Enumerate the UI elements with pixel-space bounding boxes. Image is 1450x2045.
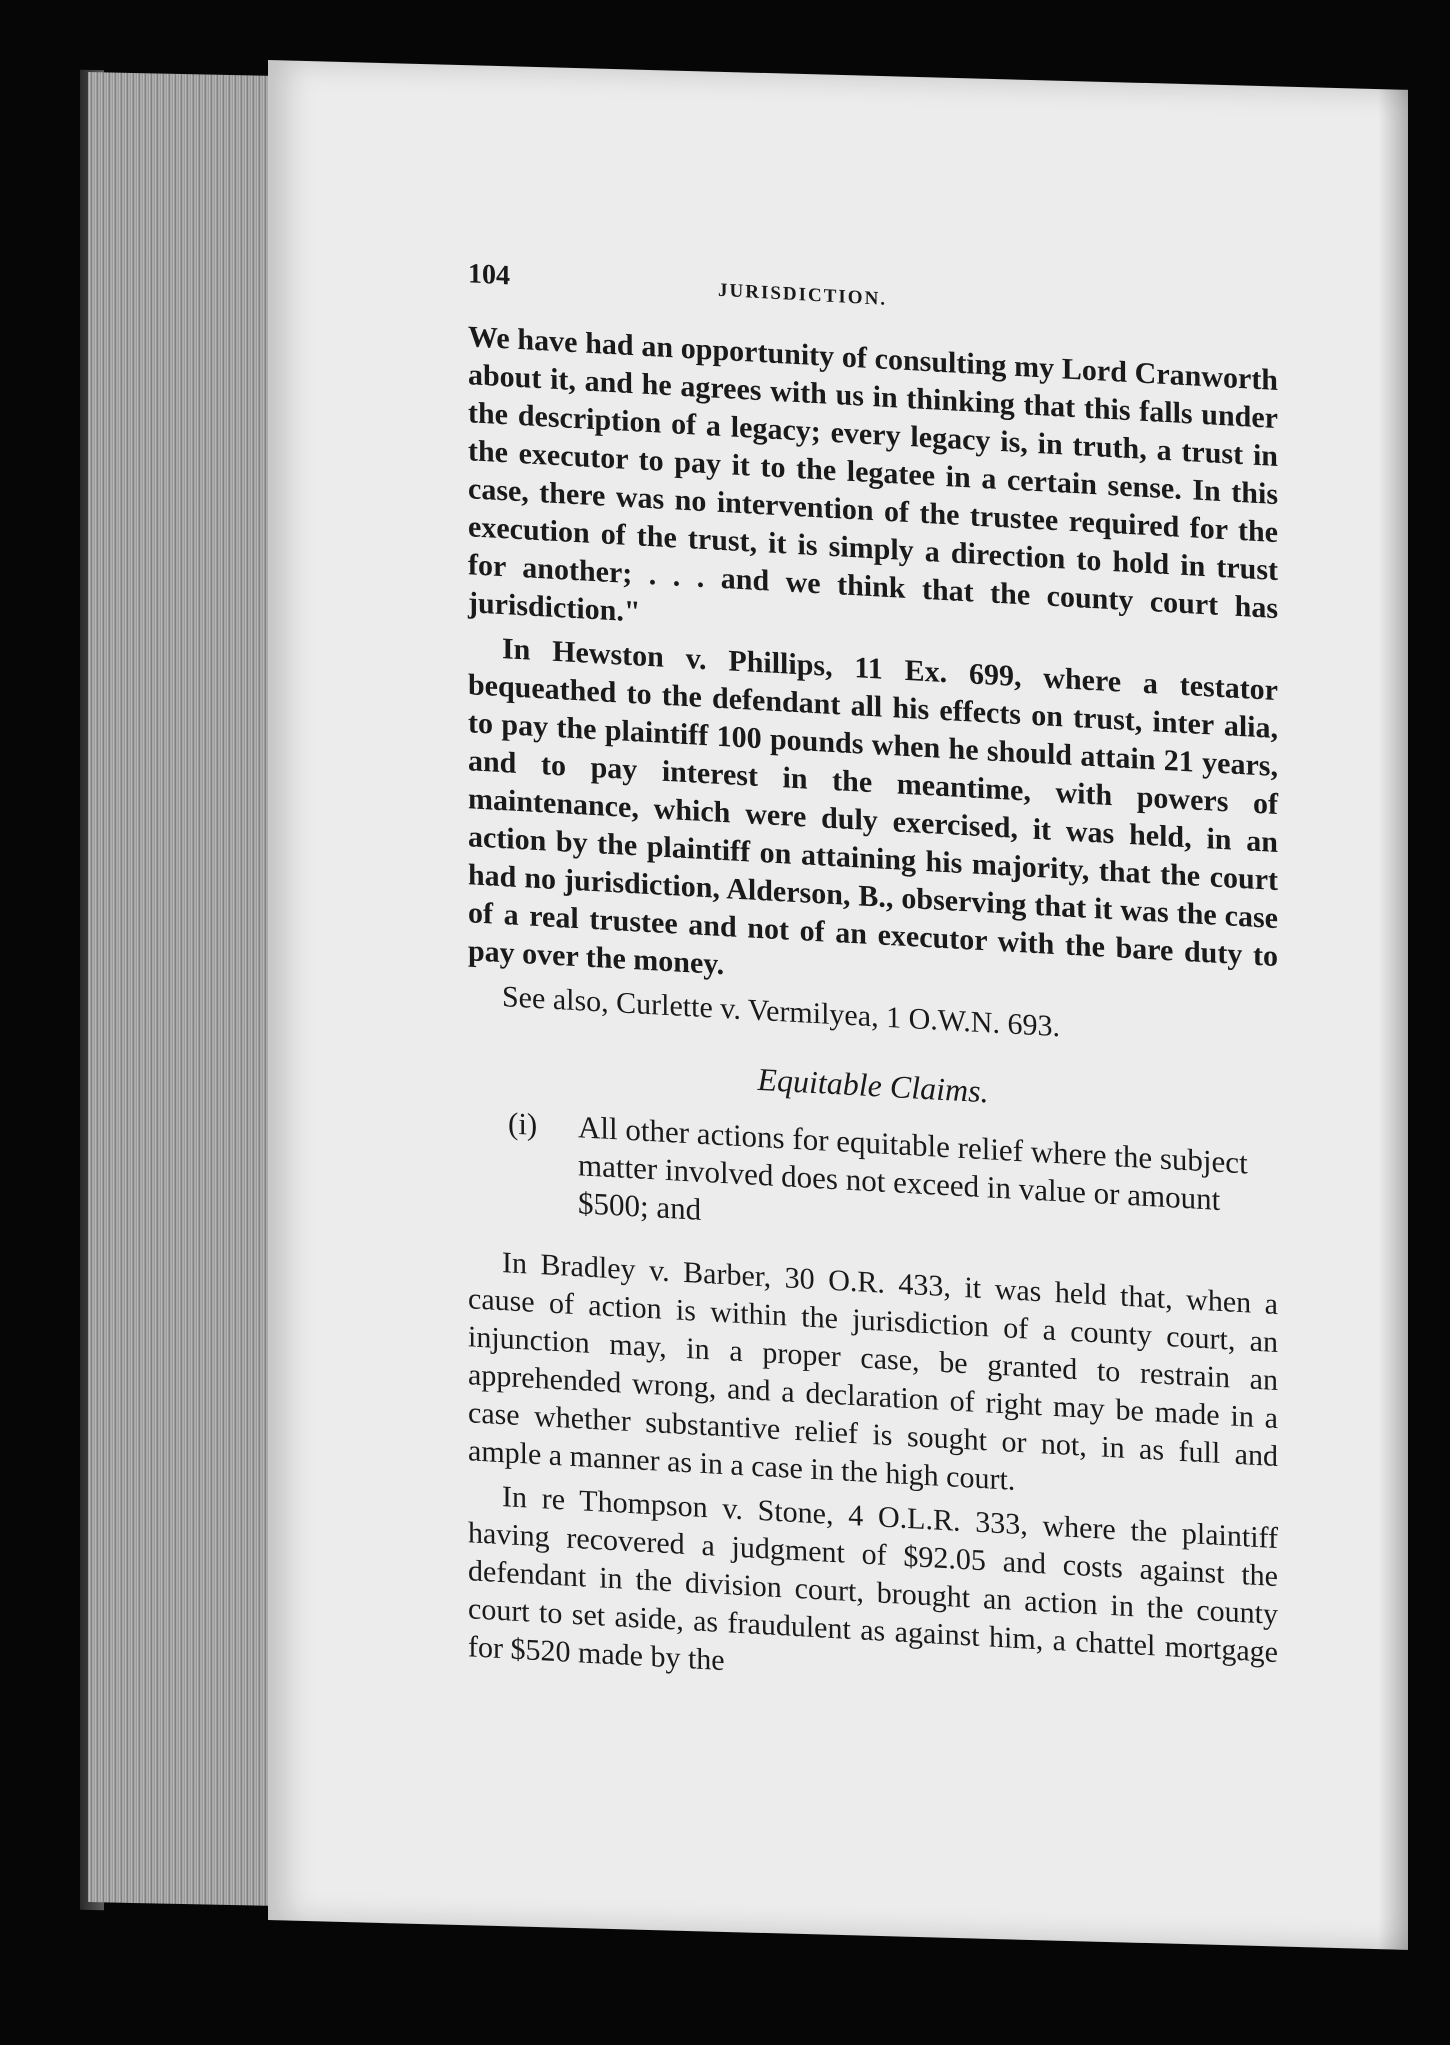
book-page bbox=[268, 60, 1408, 1950]
paragraph-hewston: In Hewston v. Phillips, 11 Ex. 699, where a testator bequeathed to the defendant all his effects on trust, inter alia, to pay the plaintiff 100 pounds when he should attain 21 years, and to pay interest in the meantime, with powers of maintenance, which were duly exercised, it was held, in an action by the plaintiff on attaining his majority, that the court had no jurisdiction, Alderson, B., observing that it was the case of a real trustee and not of an executor with the bare duty to pay over the money. bbox=[468, 632, 1278, 982]
paragraph-see-also: See also, Curlette v. Vermilyea, 1 O.W.N. 693. bbox=[502, 980, 1060, 1044]
paragraph-quote: We have had an opportunity of consulting my Lord Cranworth about it, and he agrees with us in thinking that this falls under the description of a legacy; every legacy is, in truth, a trust in the executor to pay it to the legatee in a certain sense. In this case, there was no intervention of the trustee required for the execution of the trust, it is simply a direction to hold in trust for another; . . . and we think that the county court has jurisdiction." bbox=[468, 320, 1278, 629]
clause-text: All other actions for equitable relief where the subject matter involved does not exceed in value or amount $500; and bbox=[578, 1109, 1248, 1227]
paragraph-bradley: In Bradley v. Barber, 30 O.R. 433, it was held that, when a cause of action is within the jurisdiction of a county court, an injunction may, in a proper case, be granted to restrain an apprehended wrong, and a declaration of right may be made in a case whether substantive relief is sought or not, in as full and ample a manner as in a case in the high court. bbox=[468, 1246, 1278, 1497]
paragraph-thompson: In re Thompson v. Stone, 4 O.L.R. 333, where the plaintiff having recovered a judgment of $92.05 and costs against the defendant in the division court, brought an action in the county court to set aside, as fraudulent as against him, a chattel mortgage for $520 made by the bbox=[468, 1480, 1278, 1678]
book-page-edges bbox=[88, 72, 298, 1906]
page-number: 104 bbox=[468, 258, 510, 292]
page-shadow bbox=[1378, 89, 1408, 1950]
page-text bbox=[468, 255, 1278, 1716]
clause-i bbox=[508, 1104, 1278, 1260]
running-head: JURISDICTION. bbox=[718, 279, 888, 310]
section-heading: Equitable Claims. bbox=[757, 1060, 989, 1110]
clause-label: (i) bbox=[508, 1105, 538, 1142]
